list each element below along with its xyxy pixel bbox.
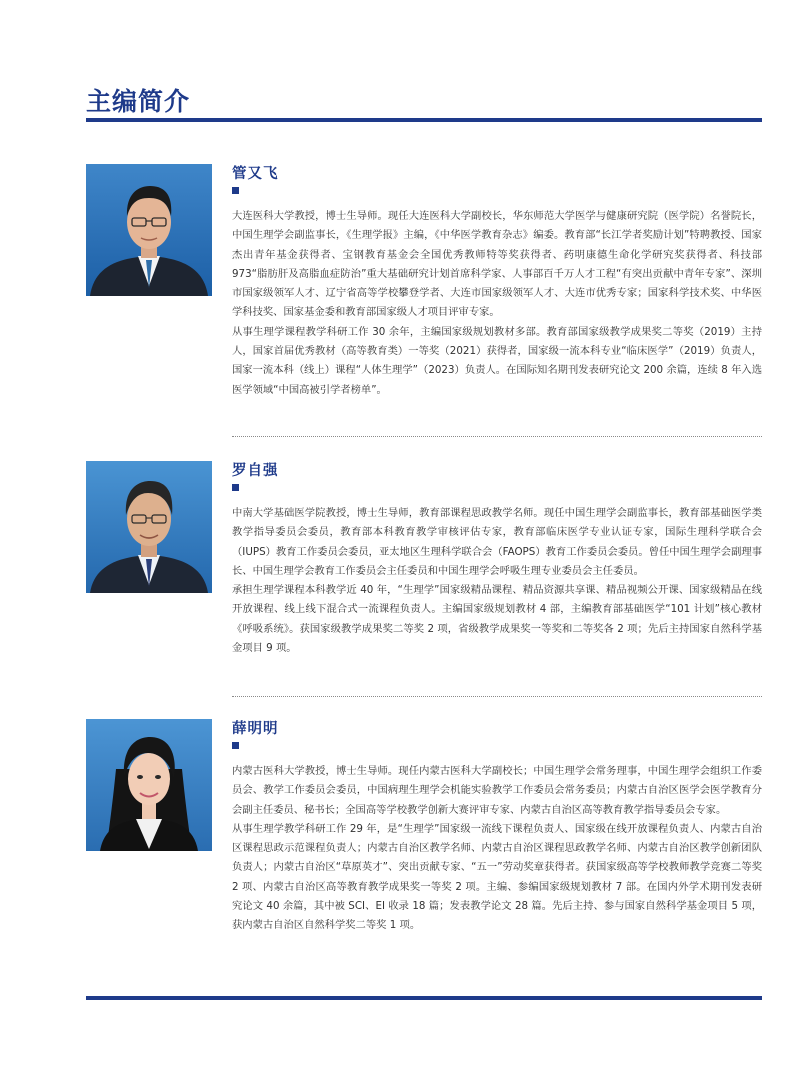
title-underline [86, 118, 762, 122]
editor-portrait-2 [86, 461, 212, 593]
editor-bio [232, 504, 762, 658]
name-marker [232, 484, 239, 491]
name-marker [232, 187, 239, 194]
bio-paragraph: 内蒙古医科大学教授，博士生导师。现任内蒙古医科大学副校长；中国生理学会常务理事，中国生理学会组织工作委员会、教学工作委员会委员，中国病理生理学会机能实验教学工作委员会常务委员；内蒙古自治区医学会医学教育分会副主任委员、秘书长；全国高等学校教学创新大赛评审专家、内蒙古自治区高等教育教学指导委员会专家。 [232, 765, 762, 816]
editor-name: 管又飞 [232, 166, 279, 182]
editor-bio [232, 762, 762, 936]
editor-bio [232, 207, 762, 400]
bio-paragraph: 从事生理学课程教学科研工作 30 余年，主编国家级规划教材多部。教育部国家级教学成果奖二等奖（2019）主持人，国家首届优秀教材（高等教育类）一等奖（2021）获得者，国家级一流本科专业“临床医学”（2019）负责人，国家一流本科（线上）课程“人体生理学”（2023）负责人。在国际知名期刊发表研究论文 200 余篇，连续 8 年入选医学领域“中国高被引学者榜单”。 [232, 325, 762, 396]
bio-paragraph: 中南大学基础医学院教授，博士生导师，教育部课程思政教学名师。现任中国生理学会副监事长，教育部基础医学类教学指导委员会委员，教育部本科教育教学审核评估专家，教育部临床医学专业认证专家，国际生理科学联合会（IUPS）教育工作委员会委员，亚太地区生理科学联合会（FAOPS）教育工作委员会委员。曾任中国生理学会副理事长、中国生理学会教育工作委员会主任委员和中国生理学会呼吸生理专业委员会主任委员。 [232, 507, 762, 577]
editor-info-1 [232, 164, 762, 400]
section-divider [232, 436, 762, 437]
editor-name: 薛明明 [232, 721, 279, 737]
section-divider [232, 696, 762, 697]
editor-portrait-1 [86, 164, 212, 296]
bottom-rule [86, 996, 762, 1000]
editor-info-3 [232, 719, 762, 936]
bio-paragraph: 从事生理学教学科研工作 29 年，是“生理学”国家级一流线下课程负责人、国家级在线开放课程负责人、内蒙古自治区课程思政示范课程负责人；内蒙古自治区教学名师、内蒙古自治区课程思政教学名师、内蒙古自治区教学创新团队负责人；内蒙古自治区“草原英才”、突出贡献专家、“五一”劳动奖章获得者。获国家级高等学校教师教学竞赛二等奖 2 项、内蒙古自治区高等教育教学成果奖一等奖 2 项。主编、参编国家级规划教材 7 部。在国内外学术期刊发表研究论文 40 余篇，其中被 SCI、EI 收录 18 篇；发表教学论文 28 篇。先后主持、参与国家自然科学基金项目 5 项，获内蒙古自治区自然科学奖二等奖 1 项。 [232, 822, 762, 932]
page-title: 主编简介 [86, 87, 191, 116]
name-marker [232, 742, 239, 749]
bio-paragraph: 承担生理学课程本科教学近 40 年，“生理学”国家级精品课程、精品资源共享课、精品视频公开课、国家级精品在线开放课程、线上线下混合式一流课程负责人。主编国家级规划教材 4 部，主编教育部基础医学“101 计划”核心教材《呼吸系统》。获国家级教学成果奖二等奖 2 项，省级教学成果奖一等奖和二等奖各 2 项；先后主持国家自然科学基金项目 9 项。 [232, 584, 762, 655]
editor-name: 罗自强 [232, 463, 279, 479]
editor-info-2 [232, 461, 762, 658]
editor-portrait-3 [86, 719, 212, 851]
bio-paragraph: 大连医科大学教授，博士生导师。现任大连医科大学副校长，华东师范大学医学与健康研究院（医学院）名誉院长，中国生理学会副监事长，《生理学报》主编，《中华医学教育杂志》编委。教育部“长江学者奖励计划”特聘教授、国家杰出青年基金获得者、宝钢教育基金会全国优秀教师特等奖获得者、药明康德生命化学研究奖获得者、科技部 973“脂肪肝及高脂血症防治”重大基础研究计划首席科学家、人事部百千万人才工程“有突出贡献中青年专家”、深圳市国家级领军人才、辽宁省高等学校攀登学者、大连市国家级领军人才、大连市优秀专家；国家科学技术奖、中华医学科技奖、国家基金委和教育部国家级人才项目评审专家。 [232, 210, 762, 319]
